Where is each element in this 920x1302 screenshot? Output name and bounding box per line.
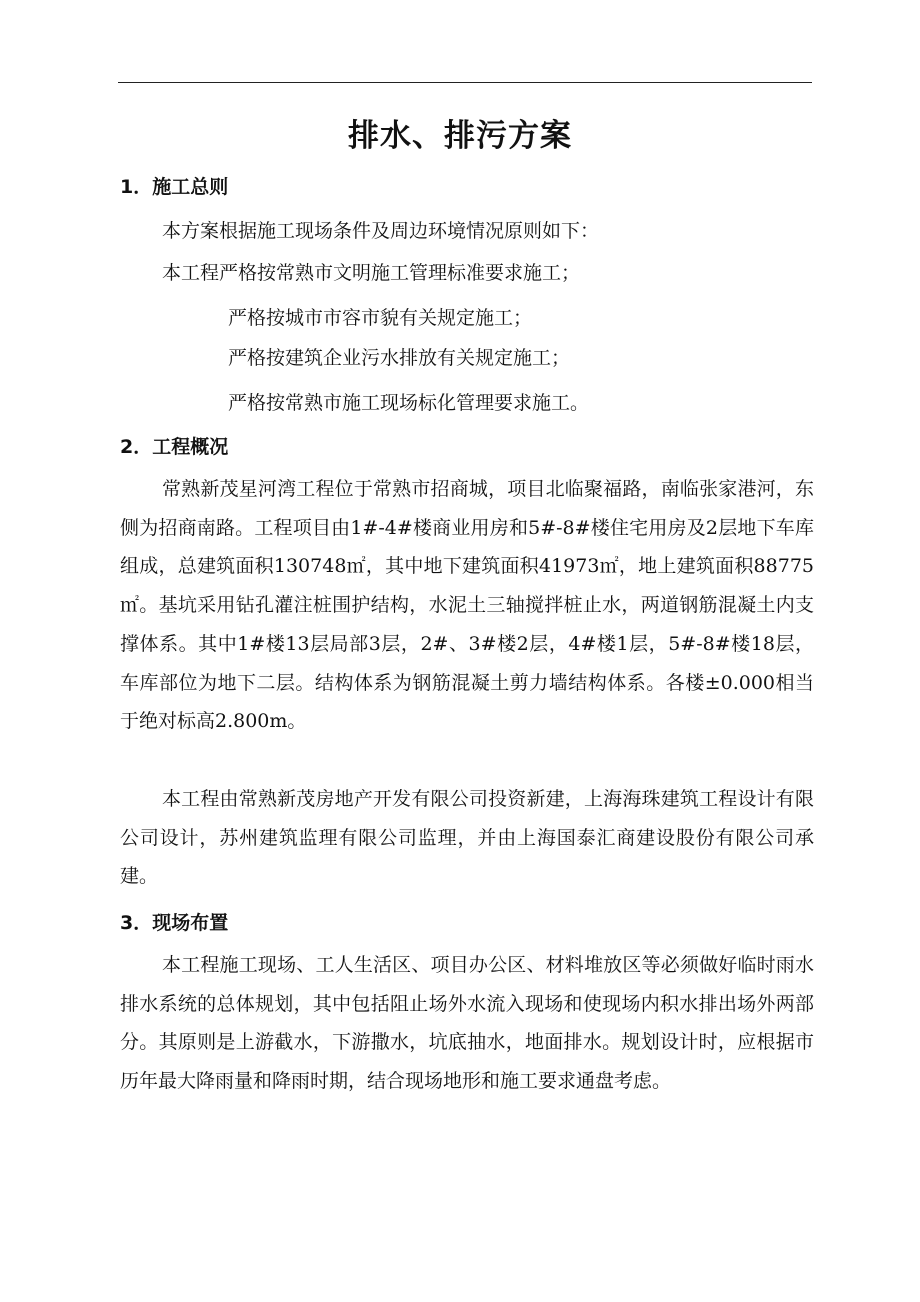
principle-line: 本方案根据施工现场条件及周边环境情况原则如下： [162, 220, 600, 242]
project-overview-paragraph: 常熟新茂星河湾工程位于常熟市招商城，项目北临聚福路，南临张家港河，东侧为招商南路。工程项目由1#-4#楼商业用房和5#-8#楼住宅用房及2层地下车库组成，总建筑面积130748㎡，其中地下建筑面积41973㎡，地上建筑面积88775㎡。基坑采用钻孔灌注桩围护结构，水泥土三轴搅拌桩止水，两道钢筋混凝土内支撑体系。其中1#楼13层局部3层，2#、3#楼2层，4#楼1层，5#-8#楼18层，车库部位为地下二层。结构体系为钢筋混凝土剪力墙结构体系。各楼±0.000相当于绝对标高2.800m。 [120, 478, 814, 733]
section-heading-project-overview: 2．工程概况 [120, 436, 229, 458]
site-layout-paragraph: 本工程施工现场、工人生活区、项目办公区、材料堆放区等必须做好临时雨水排水系统的总体规划，其中包括阻止场外水流入现场和使现场内积水排出场外两部分。其原则是上游截水，下游撒水，坑底抽水，地面排水。规划设计时，应根据市历年最大降雨量和降雨时期，结合现场地形和施工要求通盘考虑。 [120, 954, 814, 1093]
header-rule [118, 82, 812, 83]
section-heading-general-principles: 1．施工总则 [120, 176, 229, 198]
principle-line: 严格按建筑企业污水排放有关规定施工； [228, 347, 571, 369]
principle-line: 严格按常熟市施工现场标化管理要求施工。 [228, 392, 590, 414]
section-heading-site-layout: 3．现场布置 [120, 912, 229, 934]
project-parties-paragraph: 本工程由常熟新茂房地产开发有限公司投资新建，上海海珠建筑工程设计有限公司设计，苏州建筑监理有限公司监理，并由上海国泰汇商建设股份有限公司承建。 [120, 788, 814, 888]
principle-line: 严格按城市市容市貌有关规定施工； [228, 307, 533, 329]
principle-line: 本工程严格按常熟市文明施工管理标准要求施工； [162, 262, 581, 284]
document-title: 排水、排污方案 [348, 118, 572, 154]
